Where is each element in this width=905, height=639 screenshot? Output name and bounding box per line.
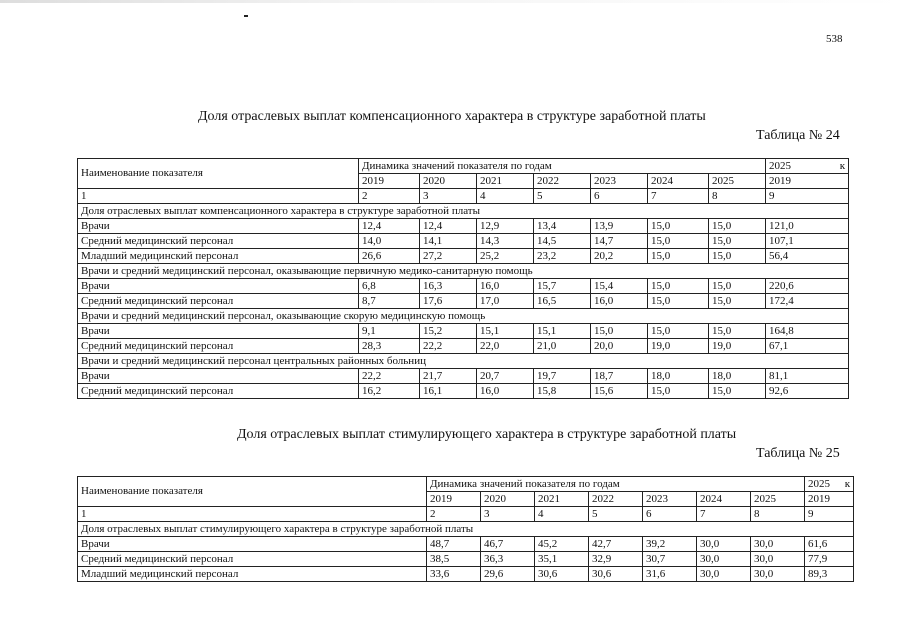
row-value: 27,2: [420, 249, 477, 264]
row-value: 15,0: [648, 324, 709, 339]
section-header-row: [78, 204, 849, 219]
row-value: 16,0: [477, 384, 534, 399]
row-value: 46,7: [481, 537, 535, 552]
section-title: Врачи и средний медицинский персонал центральных районных больниц: [78, 354, 849, 369]
row-value: 61,6: [805, 537, 854, 552]
header-row: [78, 477, 854, 492]
column-number: 7: [697, 507, 751, 522]
row-value: 15,4: [591, 279, 648, 294]
table-row: [78, 537, 854, 552]
row-value: 19,7: [534, 369, 591, 384]
row-value: 48,7: [427, 537, 481, 552]
column-number: 9: [766, 189, 849, 204]
section-title: Доля отраслевых выплат стимулирующего характера в структуре заработной платы: [78, 522, 854, 537]
row-value: 22,0: [477, 339, 534, 354]
row-value: 172,4: [766, 294, 849, 309]
column-number: 8: [751, 507, 805, 522]
header-year: 2022: [534, 174, 591, 189]
row-value: 35,1: [535, 552, 589, 567]
header-ratio-base-year: 2019: [805, 492, 854, 507]
row-value: 12,9: [477, 219, 534, 234]
header-year: 2024: [697, 492, 751, 507]
row-name: Средний медицинский персонал: [78, 339, 359, 354]
row-value: 18,0: [648, 369, 709, 384]
table-row: [78, 567, 854, 582]
row-value: 13,4: [534, 219, 591, 234]
header-name-column: Наименование показателя: [78, 477, 427, 507]
table-row: [78, 339, 849, 354]
row-name: Врачи: [78, 219, 359, 234]
header-year: 2020: [481, 492, 535, 507]
header-year: 2019: [427, 492, 481, 507]
row-value: 30,0: [751, 537, 805, 552]
row-value: 56,4: [766, 249, 849, 264]
header-row: [78, 159, 849, 174]
table-row: [78, 294, 849, 309]
column-number: 4: [535, 507, 589, 522]
table-row: [78, 552, 854, 567]
row-value: 15,0: [709, 234, 766, 249]
row-value: 39,2: [643, 537, 697, 552]
row-value: 29,6: [481, 567, 535, 582]
table-24: [77, 158, 849, 399]
row-value: 220,6: [766, 279, 849, 294]
row-value: 15,0: [648, 279, 709, 294]
column-number: 6: [643, 507, 697, 522]
row-value: 18,7: [591, 369, 648, 384]
row-value: 15,0: [709, 279, 766, 294]
row-value: 30,0: [697, 552, 751, 567]
row-value: 20,2: [591, 249, 648, 264]
row-name: Врачи: [78, 279, 359, 294]
row-value: 16,0: [591, 294, 648, 309]
row-value: 15,0: [648, 219, 709, 234]
row-value: 36,3: [481, 552, 535, 567]
section-header-row: [78, 522, 854, 537]
row-value: 67,1: [766, 339, 849, 354]
page-number: 538: [826, 33, 843, 45]
row-name: Средний медицинский персонал: [78, 294, 359, 309]
row-value: 26,6: [359, 249, 420, 264]
column-number: 8: [709, 189, 766, 204]
row-value: 22,2: [359, 369, 420, 384]
column-number: 5: [589, 507, 643, 522]
row-value: 15,0: [709, 249, 766, 264]
column-number: 3: [481, 507, 535, 522]
header-dynamics: Динамика значений показателя по годам: [359, 159, 766, 174]
row-value: 15,6: [591, 384, 648, 399]
header-year: 2022: [589, 492, 643, 507]
row-value: 164,8: [766, 324, 849, 339]
column-number: 6: [591, 189, 648, 204]
row-value: 15,0: [591, 324, 648, 339]
row-value: 30,0: [751, 552, 805, 567]
column-number: 5: [534, 189, 591, 204]
row-value: 21,0: [534, 339, 591, 354]
column-number: 4: [477, 189, 534, 204]
header-year: 2024: [648, 174, 709, 189]
header-year: 2023: [643, 492, 697, 507]
row-value: 31,6: [643, 567, 697, 582]
row-value: 16,3: [420, 279, 477, 294]
row-value: 15,0: [709, 219, 766, 234]
column-number: 1: [78, 507, 427, 522]
row-name: Врачи: [78, 537, 427, 552]
row-value: 20,7: [477, 369, 534, 384]
row-value: 18,0: [709, 369, 766, 384]
table-row: [78, 384, 849, 399]
header-year: 2021: [477, 174, 534, 189]
row-value: 20,0: [591, 339, 648, 354]
row-value: 15,8: [534, 384, 591, 399]
row-value: 16,1: [420, 384, 477, 399]
table24-label: Таблица № 24: [756, 128, 840, 143]
header-ratio-base-year: 2019: [766, 174, 849, 189]
row-value: 17,0: [477, 294, 534, 309]
header-year: 2021: [535, 492, 589, 507]
row-value: 14,1: [420, 234, 477, 249]
row-value: 21,7: [420, 369, 477, 384]
section-title: Врачи и средний медицинский персонал, оказывающие скорую медицинскую помощь: [78, 309, 849, 324]
header-year: 2019: [359, 174, 420, 189]
row-value: 15,0: [709, 324, 766, 339]
column-number: 7: [648, 189, 709, 204]
column-number: 2: [359, 189, 420, 204]
row-value: 28,3: [359, 339, 420, 354]
row-value: 92,6: [766, 384, 849, 399]
header-ratio-year: 2025: [808, 477, 831, 490]
table-row: [78, 249, 849, 264]
row-value: 14,7: [591, 234, 648, 249]
header-year: 2025: [751, 492, 805, 507]
column-number: 1: [78, 189, 359, 204]
header-ratio-k: к: [839, 159, 846, 172]
header-dynamics: Динамика значений показателя по годам: [427, 477, 805, 492]
row-value: 19,0: [648, 339, 709, 354]
row-value: 15,0: [648, 249, 709, 264]
header-name-column: Наименование показателя: [78, 159, 359, 189]
header-ratio: [805, 477, 854, 492]
row-value: 23,2: [534, 249, 591, 264]
row-value: 42,7: [589, 537, 643, 552]
column-number: 3: [420, 189, 477, 204]
row-value: 19,0: [709, 339, 766, 354]
row-value: 15,0: [709, 384, 766, 399]
row-value: 16,0: [477, 279, 534, 294]
row-value: 32,9: [589, 552, 643, 567]
header-year: 2023: [591, 174, 648, 189]
header-year: 2025: [709, 174, 766, 189]
row-value: 38,5: [427, 552, 481, 567]
row-name: Средний медицинский персонал: [78, 552, 427, 567]
row-value: 30,6: [535, 567, 589, 582]
row-value: 15,2: [420, 324, 477, 339]
table25-label: Таблица № 25: [756, 446, 840, 461]
table-25: [77, 476, 854, 582]
row-value: 9,1: [359, 324, 420, 339]
row-value: 14,3: [477, 234, 534, 249]
row-name: Врачи: [78, 324, 359, 339]
row-name: Средний медицинский персонал: [78, 234, 359, 249]
column-number: 9: [805, 507, 854, 522]
row-value: 45,2: [535, 537, 589, 552]
row-value: 15,0: [648, 294, 709, 309]
row-value: 14,0: [359, 234, 420, 249]
row-name: Врачи: [78, 369, 359, 384]
header-year: 2020: [420, 174, 477, 189]
scan-top-edge: [0, 0, 905, 3]
row-value: 17,6: [420, 294, 477, 309]
table-row: [78, 234, 849, 249]
header-ratio: [766, 159, 849, 174]
table25-title: Доля отраслевых выплат стимулирующего характера в структуре заработной платы: [237, 427, 737, 442]
header-ratio-k: к: [844, 477, 851, 490]
row-name: Младший медицинский персонал: [78, 567, 427, 582]
row-value: 30,0: [751, 567, 805, 582]
row-value: 15,7: [534, 279, 591, 294]
row-name: Младший медицинский персонал: [78, 249, 359, 264]
table-row: [78, 324, 849, 339]
section-header-row: [78, 354, 849, 369]
section-title: Доля отраслевых выплат компенсационного характера в структуре заработной платы: [78, 204, 849, 219]
table-row: [78, 279, 849, 294]
table24-title: Доля отраслевых выплат компенсационного характера в структуре заработной платы: [198, 109, 706, 124]
header-ratio-year: 2025: [769, 159, 792, 172]
row-value: 16,2: [359, 384, 420, 399]
row-value: 13,9: [591, 219, 648, 234]
row-value: 30,6: [589, 567, 643, 582]
table-row: [78, 219, 849, 234]
scan-mark: [244, 15, 248, 17]
row-value: 30,0: [697, 537, 751, 552]
column-number: 2: [427, 507, 481, 522]
row-value: 25,2: [477, 249, 534, 264]
row-value: 15,0: [648, 384, 709, 399]
column-numbers-row: [78, 507, 854, 522]
section-header-row: [78, 309, 849, 324]
row-value: 81,1: [766, 369, 849, 384]
row-value: 15,1: [477, 324, 534, 339]
row-value: 33,6: [427, 567, 481, 582]
row-value: 89,3: [805, 567, 854, 582]
row-value: 15,1: [534, 324, 591, 339]
table-row: [78, 369, 849, 384]
row-value: 12,4: [359, 219, 420, 234]
row-value: 8,7: [359, 294, 420, 309]
row-value: 22,2: [420, 339, 477, 354]
row-value: 30,0: [697, 567, 751, 582]
row-value: 12,4: [420, 219, 477, 234]
row-value: 107,1: [766, 234, 849, 249]
row-value: 30,7: [643, 552, 697, 567]
row-value: 121,0: [766, 219, 849, 234]
row-value: 16,5: [534, 294, 591, 309]
row-value: 15,0: [709, 294, 766, 309]
row-value: 14,5: [534, 234, 591, 249]
row-value: 77,9: [805, 552, 854, 567]
section-title: Врачи и средний медицинский персонал, оказывающие первичную медико-санитарную помощь: [78, 264, 849, 279]
row-name: Средний медицинский персонал: [78, 384, 359, 399]
section-header-row: [78, 264, 849, 279]
column-numbers-row: [78, 189, 849, 204]
row-value: 15,0: [648, 234, 709, 249]
row-value: 6,8: [359, 279, 420, 294]
